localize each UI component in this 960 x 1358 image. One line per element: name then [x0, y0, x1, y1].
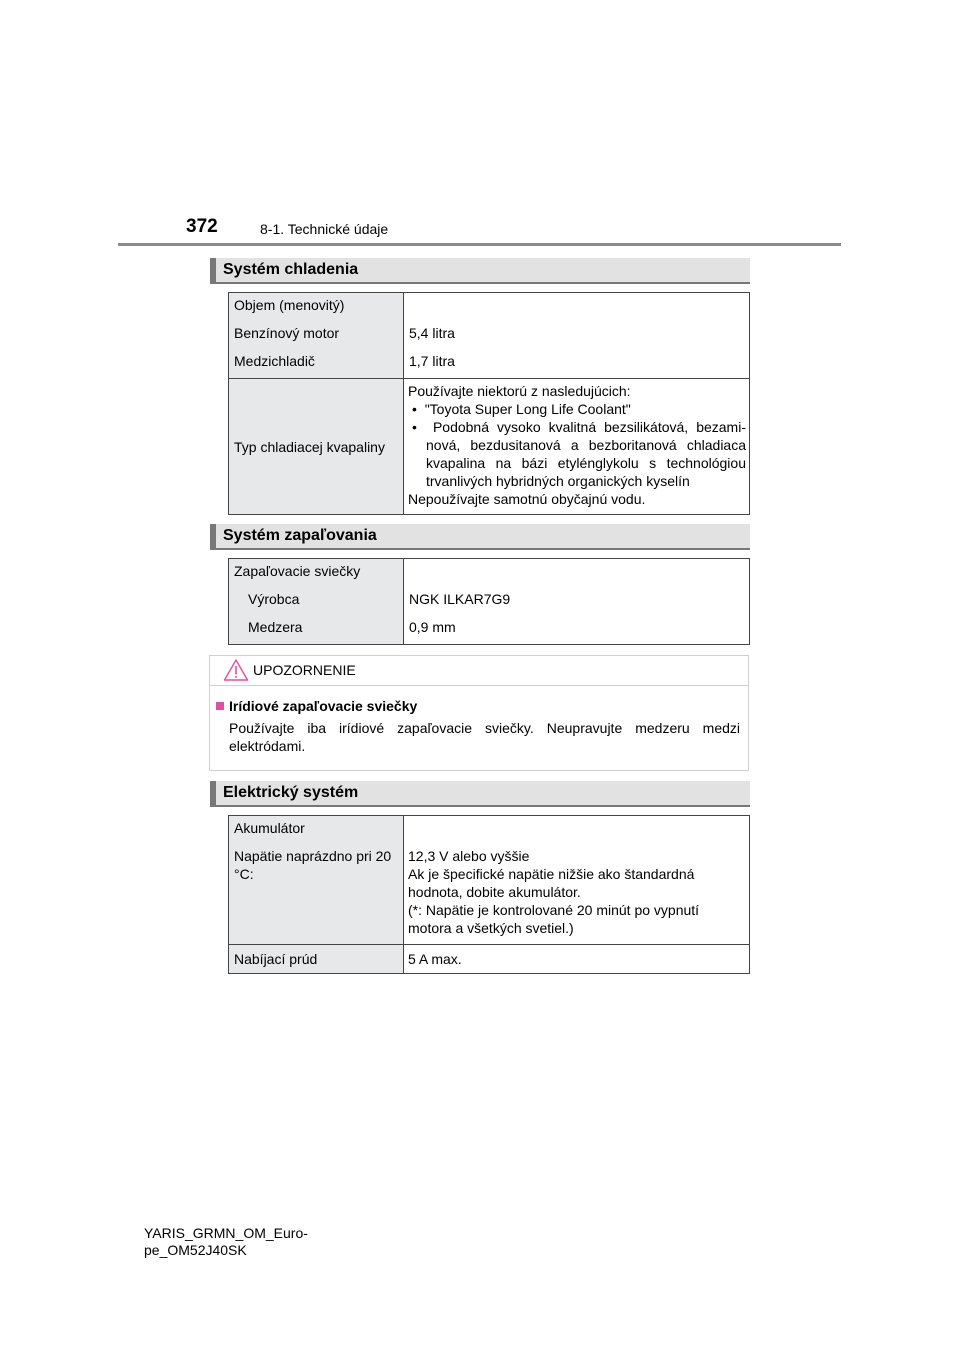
cooling-value-cell: [404, 293, 750, 379]
voltage-value: 12,3 V alebo vyššie: [408, 848, 530, 864]
battery-label-cell: [229, 816, 404, 945]
gasoline-engine-value: 5,4 litra: [409, 325, 455, 341]
footer: [144, 1225, 308, 1259]
caution-text: Používajte iba irídiové zapaľovacie sviečky. Neupravujte medzeru medzi elektródami.: [229, 720, 740, 754]
ignition-label-cell: [229, 559, 404, 645]
electrical-table: [228, 815, 750, 974]
coolant-type-value-cell: [404, 379, 750, 515]
gasoline-engine-label: Benzínový motor: [234, 325, 340, 341]
maker-label: Výrobca: [248, 591, 300, 607]
ignition-table: [228, 558, 750, 645]
footer-line-2: pe_OM52J40SK: [144, 1242, 247, 1258]
charge-value-cell: [404, 945, 750, 974]
gap-value: 0,9 mm: [409, 619, 456, 635]
cooling-table: [228, 292, 750, 515]
cooling-label-cell: [229, 293, 404, 379]
coolant-option-1: • "Toyota Super Long Life Coolant": [412, 401, 631, 417]
ignition-value-cell: [404, 559, 750, 645]
footer-line-1: YARIS_GRMN_OM_Euro-: [144, 1225, 308, 1241]
charge-label: Nabíjací prúd: [234, 951, 318, 967]
caution-box: [209, 655, 749, 771]
voltage-label: Napätie naprázdno pri 20 °C:: [234, 848, 392, 882]
battery-value-cell: [404, 816, 750, 945]
caution-title: UPOZORNENIE: [253, 662, 356, 678]
warning-triangle-icon: [223, 658, 249, 687]
ignition-section-title: Systém zapaľovania: [210, 524, 750, 550]
coolant-note: Nepoužívajte samotnú obyčajnú vodu.: [408, 491, 646, 507]
coolant-option-2: • Podobná vysoko kvalitná bezsilikátová, bezami-nová, bezdusitanová a bezboritanová chladiaca kvapalina na bázi etylénglykolu s technológiou trvanlivých hybridných organických kyselín: [412, 419, 746, 489]
battery-label: Akumulátor: [234, 820, 305, 836]
coolant-intro: Používajte niektorú z nasledujúcich:: [408, 383, 631, 399]
gap-label: Medzera: [248, 619, 303, 635]
voltage-note-1: Ak je špecifické napätie nižšie ako štandardná hodnota, dobite akumulátor.: [408, 866, 695, 900]
charge-value: 5 A max.: [408, 951, 462, 967]
coolant-type-label: Typ chladiacej kvapaliny: [234, 438, 385, 455]
spark-plugs-label: Zapaľovacie sviečky: [234, 563, 361, 579]
section-header: 8-1. Technické údaje: [260, 221, 389, 237]
intercooler-value: 1,7 litra: [409, 353, 455, 369]
square-bullet-icon: [216, 702, 224, 710]
maker-value: NGK ILKAR7G9: [409, 591, 511, 607]
caution-subtitle: Irídiové zapaľovacie sviečky: [216, 698, 417, 714]
electrical-section-title: Elektrický systém: [210, 781, 750, 807]
voltage-note-2: (*: Napätie je kontrolované 20 minút po vypnutí motora a všetkých svetiel.): [408, 902, 700, 936]
coolant-type-label-cell: [229, 379, 404, 515]
charge-label-cell: [229, 945, 404, 974]
intercooler-label: Medzichladič: [234, 353, 315, 369]
page-number: 372: [186, 216, 218, 237]
header-rule: [118, 243, 841, 246]
caution-header: [210, 656, 748, 686]
cooling-section-title: Systém chladenia: [210, 258, 750, 284]
capacity-label: Objem (menovitý): [234, 297, 345, 313]
